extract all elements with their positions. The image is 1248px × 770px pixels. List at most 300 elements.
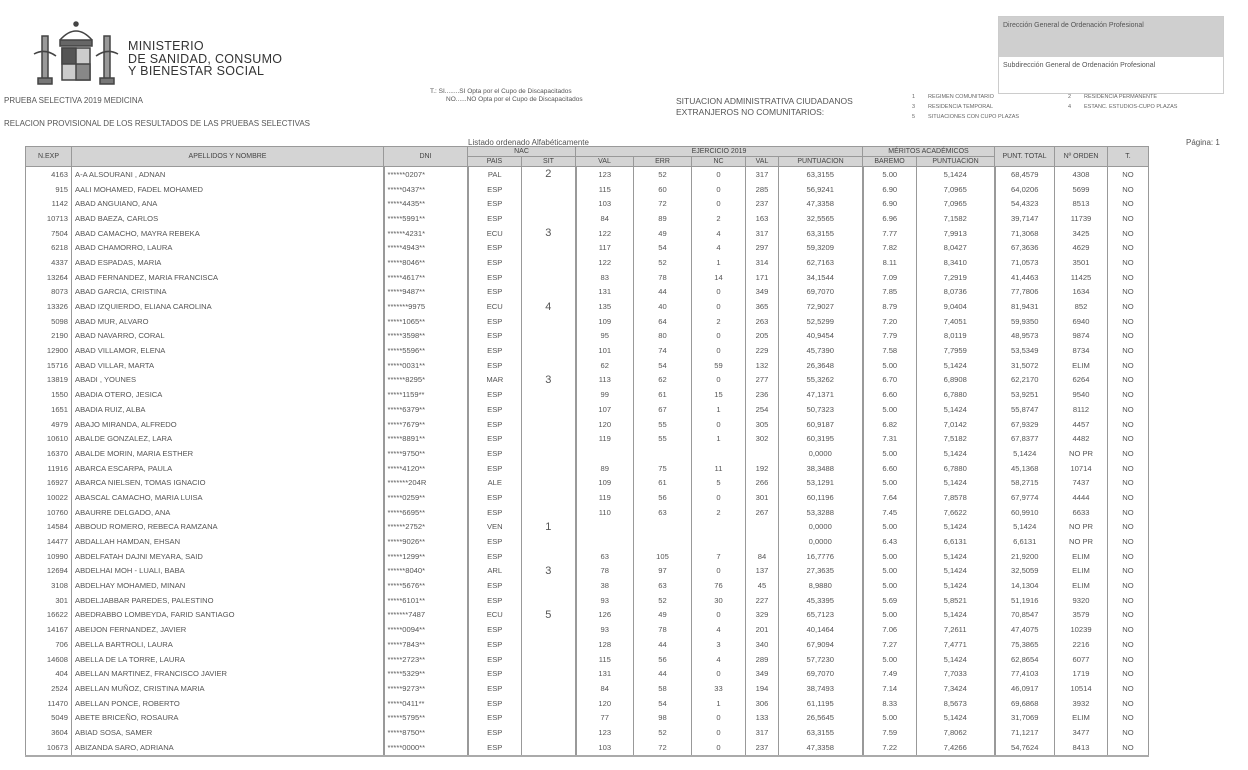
table-row [26,681,1149,696]
cell-nexp: 4979 [26,417,72,432]
cell-baremo: 7.82 [863,240,917,255]
cell-err: 49 [634,226,692,241]
cell-err: 78 [634,270,692,285]
cell-nc: 1 [692,402,746,417]
cell-puntuacion: 52,5299 [779,314,863,329]
cell-orden: 7437 [1055,475,1108,490]
cell-orden: 1719 [1055,666,1108,681]
cell-val: 77 [576,710,634,725]
cell-t: NO [1108,681,1149,696]
cell-pais: ESP [468,211,522,226]
cell-pais: ESP [468,358,522,373]
cell-val2: 317 [746,226,779,241]
cell-dni: *****0000** [384,740,468,756]
cell-punt-total: 6,6131 [995,534,1055,549]
cell-puntuacion-meritos: 6,6131 [917,534,995,549]
cell-orden: ELIM [1055,710,1108,725]
cell-punt-total: 31,5072 [995,358,1055,373]
cell-puntuacion-meritos: 7,2611 [917,622,995,637]
cell-err: 54 [634,696,692,711]
cell-t: NO [1108,373,1149,388]
table-row [26,593,1149,608]
cell-nc: 30 [692,593,746,608]
cell-val2: 266 [746,475,779,490]
cell-err: 54 [634,240,692,255]
cell-punt-total: 45,1368 [995,461,1055,476]
cell-val2: 306 [746,696,779,711]
cell-punt-total: 67,9329 [995,417,1055,432]
cell-orden: 4308 [1055,167,1108,182]
cell-err [634,446,692,461]
cell-puntuacion: 0,0000 [779,520,863,535]
direccion-general: Dirección General de Ordenación Profesional [999,17,1223,57]
cell-baremo: 6.96 [863,211,917,226]
cell-puntuacion: 72,9027 [779,299,863,314]
table-row [26,196,1149,211]
report-title: RELACION PROVISIONAL DE LOS RESULTADOS DE LAS PRUEBAS SELECTIVAS [4,119,311,128]
cell-puntuacion: 63,3155 [779,167,863,182]
cell-t: NO [1108,299,1149,314]
cell-dni: *****5596** [384,343,468,358]
cell-dni: *****6101** [384,593,468,608]
table-row [26,725,1149,740]
cell-orden: 852 [1055,299,1108,314]
cell-nc: 0 [692,725,746,740]
cell-pais: ESP [468,696,522,711]
cell-nc: 15 [692,387,746,402]
cell-nexp: 10713 [26,211,72,226]
cell-nombre: ABELLA DE LA TORRE, LAURA [72,652,384,667]
cell-nombre: ABEDRABBO LOMBEYDA, FARID SANTIAGO [72,608,384,623]
cell-sit [522,196,576,211]
cell-dni: ******8295* [384,373,468,388]
cell-sit [522,534,576,549]
cell-val2: 365 [746,299,779,314]
cell-nc: 0 [692,740,746,756]
exam-title: PRUEBA SELECTIVA 2019 MEDICINA [4,96,144,105]
cell-dni: *****0259** [384,490,468,505]
cell-sit: 3 [522,226,576,241]
cell-pais: ESP [468,593,522,608]
table-row [26,226,1149,241]
cell-punt-total: 77,7806 [995,285,1055,300]
ministry-line: MINISTERIO [128,39,204,53]
cell-puntuacion-meritos: 5,1424 [917,167,995,182]
cell-nombre: ABAD ESPADAS, MARIA [72,255,384,270]
cell-val2: 237 [746,196,779,211]
cell-baremo: 7.20 [863,314,917,329]
cell-baremo: 6.43 [863,534,917,549]
cell-dni: *****5329** [384,666,468,681]
cell-t: NO [1108,534,1149,549]
cell-val2: 227 [746,593,779,608]
cell-baremo: 7.79 [863,329,917,344]
cell-pais: ESP [468,387,522,402]
cell-err: 61 [634,475,692,490]
cell-orden: 6633 [1055,505,1108,520]
cell-baremo: 5.00 [863,564,917,579]
cell-t: NO [1108,740,1149,756]
cell-val2: 267 [746,505,779,520]
cell-dni: *****6695** [384,505,468,520]
cell-pais: ESP [468,490,522,505]
cell-orden: 6940 [1055,314,1108,329]
cell-val2 [746,520,779,535]
cell-val2: 84 [746,549,779,564]
cell-dni: *****3598** [384,329,468,344]
cell-val2: 205 [746,329,779,344]
cell-punt-total: 46,0917 [995,681,1055,696]
cell-nombre: ABAURRE DELGADO, ANA [72,505,384,520]
cell-dni: ******2752* [384,520,468,535]
cell-nexp: 10673 [26,740,72,756]
cell-t: NO [1108,520,1149,535]
cell-nc: 2 [692,314,746,329]
table-row [26,740,1149,756]
cell-pais: ESP [468,255,522,270]
table-row [26,211,1149,226]
cell-punt-total: 62,8654 [995,652,1055,667]
cell-puntuacion-meritos: 7,5182 [917,431,995,446]
cell-t: NO [1108,255,1149,270]
cell-val: 123 [576,167,634,182]
cell-nexp: 5098 [26,314,72,329]
table-row [26,446,1149,461]
cell-err: 80 [634,329,692,344]
table-row [26,490,1149,505]
cell-t: NO [1108,182,1149,197]
cell-puntuacion-meritos: 5,1424 [917,652,995,667]
cell-val: 93 [576,622,634,637]
cell-puntuacion: 69,7070 [779,285,863,300]
cell-sit [522,255,576,270]
situation-code: 5 [912,114,916,120]
cell-pais: PAL [468,167,522,182]
cell-puntuacion: 38,7493 [779,681,863,696]
cell-orden: 4629 [1055,240,1108,255]
col-val: VAL [576,157,634,167]
table-row [26,608,1149,623]
cell-nexp: 6218 [26,240,72,255]
cell-baremo: 5.00 [863,608,917,623]
cell-dni: *****2723** [384,652,468,667]
cell-pais: ESP [468,740,522,756]
cell-val2: 349 [746,666,779,681]
cell-err: 72 [634,740,692,756]
cell-err: 63 [634,505,692,520]
cell-pais: ESP [468,637,522,652]
cell-nombre: ABARCA ESCARPA, PAULA [72,461,384,476]
cell-t: NO [1108,578,1149,593]
cell-orden: 3425 [1055,226,1108,241]
cell-t: NO [1108,652,1149,667]
cell-nc: 0 [692,196,746,211]
cell-nombre: ABDELFATAH DAJNI MEYARA, SAID [72,549,384,564]
cell-baremo: 8.11 [863,255,917,270]
cell-punt-total: 71,1217 [995,725,1055,740]
cell-nc: 4 [692,652,746,667]
cell-nc: 59 [692,358,746,373]
cell-orden: NO PR [1055,534,1108,549]
col-baremo: BAREMO [863,157,917,167]
situation-label: RESIDENCIA PERMANENTE [1084,94,1158,100]
cell-punt-total: 71,3068 [995,226,1055,241]
cell-baremo: 7.77 [863,226,917,241]
cell-err: 61 [634,387,692,402]
cell-err: 55 [634,417,692,432]
cell-dni: *****5676** [384,578,468,593]
cell-puntuacion-meritos: 7,4771 [917,637,995,652]
cell-val2: 289 [746,652,779,667]
cell-sit: 1 [522,520,576,535]
cell-t: NO [1108,490,1149,505]
cell-val2: 317 [746,725,779,740]
cell-nombre: ABELLAN PONCE, ROBERTO [72,696,384,711]
cell-sit [522,329,576,344]
cell-nombre: ABASCAL CAMACHO, MARIA LUISA [72,490,384,505]
cell-sit [522,461,576,476]
cell-nombre: ABELLAN MUÑOZ, CRISTINA MARIA [72,681,384,696]
cell-dni: *****0411** [384,696,468,711]
cell-orden: 11425 [1055,270,1108,285]
cell-baremo: 6.60 [863,461,917,476]
cell-val: 122 [576,226,634,241]
cell-puntuacion-meritos: 7,9913 [917,226,995,241]
cell-orden: 6264 [1055,373,1108,388]
group-meritos: MÉRITOS ACADÉMICOS [863,147,995,157]
cell-baremo: 6.70 [863,373,917,388]
cell-t: NO [1108,725,1149,740]
cell-t: NO [1108,270,1149,285]
cell-punt-total: 53,9251 [995,387,1055,402]
cell-pais: ESP [468,549,522,564]
cell-baremo: 6.90 [863,182,917,197]
cell-sit [522,417,576,432]
cell-sit [522,505,576,520]
cell-dni: *****6379** [384,402,468,417]
cell-nc: 0 [692,329,746,344]
cell-puntuacion: 53,3288 [779,505,863,520]
cell-dni: *******7487 [384,608,468,623]
cell-nc: 1 [692,255,746,270]
cell-pais: ESP [468,446,522,461]
cell-punt-total: 5,1424 [995,446,1055,461]
cell-t: NO [1108,666,1149,681]
cell-val: 128 [576,637,634,652]
cell-nc: 2 [692,505,746,520]
cell-sit [522,666,576,681]
cell-nc: 0 [692,490,746,505]
cell-val: 103 [576,196,634,211]
cell-val2: 305 [746,417,779,432]
cell-punt-total: 48,9573 [995,329,1055,344]
cell-orden: 9874 [1055,329,1108,344]
page-number: Página: 1 [1186,138,1220,147]
cell-nexp: 4163 [26,167,72,182]
cell-dni: *****9273** [384,681,468,696]
cell-dni: *******204R [384,475,468,490]
cell-val2: 329 [746,608,779,623]
cell-dni: *****8891** [384,431,468,446]
cell-puntuacion-meritos: 8,0427 [917,240,995,255]
cell-val2: 317 [746,167,779,182]
col-nombre: APELLIDOS Y NOMBRE [72,147,384,167]
col-punt-total: PUNT. TOTAL [995,147,1055,167]
cell-orden: 4444 [1055,490,1108,505]
cell-dni: *****9750** [384,446,468,461]
cell-punt-total: 32,5059 [995,564,1055,579]
cell-val: 78 [576,564,634,579]
cell-val: 109 [576,314,634,329]
cell-nexp: 14608 [26,652,72,667]
cell-orden: 10514 [1055,681,1108,696]
cell-pais: ALE [468,475,522,490]
cell-sit [522,343,576,358]
table-row [26,520,1149,535]
cell-puntuacion: 40,1464 [779,622,863,637]
cell-sit [522,740,576,756]
cell-err: 44 [634,666,692,681]
t-legend-no: NO......NO Opta por el Cupo de Discapacitados [446,96,583,103]
cell-err: 62 [634,373,692,388]
table-row [26,329,1149,344]
cell-dni: *****5795** [384,710,468,725]
cell-pais: ESP [468,431,522,446]
cell-baremo: 8.79 [863,299,917,314]
cell-orden: 10714 [1055,461,1108,476]
cell-nombre: ABAD CAMACHO, MAYRA REBEKA [72,226,384,241]
cell-baremo: 8.33 [863,696,917,711]
coat-of-arms-logo [30,18,122,88]
cell-nombre: ABDELJABBAR PAREDES, PALESTINO [72,593,384,608]
cell-orden: 8513 [1055,196,1108,211]
cell-dni: *****4617** [384,270,468,285]
cell-orden: ELIM [1055,549,1108,564]
cell-nc: 0 [692,608,746,623]
cell-dni: ******8040* [384,564,468,579]
t-legend-si: T.: SI........SI Opta por el Cupo de Discapacitados [430,88,572,95]
cell-val: 117 [576,240,634,255]
situation-title: SITUACION ADMINISTRATIVA CIUDADANOS EXTRANJEROS NO COMUNITARIOS: [676,96,853,117]
cell-nexp: 13264 [26,270,72,285]
cell-val: 62 [576,358,634,373]
situation-label: ESTANC. ESTUDIOS-CUPO PLAZAS [1084,104,1178,110]
cell-t: NO [1108,211,1149,226]
cell-pais: ESP [468,196,522,211]
cell-nexp: 2524 [26,681,72,696]
cell-val2: 263 [746,314,779,329]
cell-dni: *****8046** [384,255,468,270]
cell-t: NO [1108,387,1149,402]
cell-t: NO [1108,240,1149,255]
cell-val: 131 [576,285,634,300]
cell-err: 40 [634,299,692,314]
cell-nombre: ABEIJON FERNANDEZ, JAVIER [72,622,384,637]
cell-pais: ESP [468,270,522,285]
cell-sit [522,387,576,402]
cell-baremo: 7.31 [863,431,917,446]
table-row [26,240,1149,255]
cell-baremo: 5.69 [863,593,917,608]
cell-dni: *******9975 [384,299,468,314]
cell-puntuacion-meritos: 7,0965 [917,196,995,211]
cell-puntuacion: 34,1544 [779,270,863,285]
cell-baremo: 7.85 [863,285,917,300]
cell-err: 74 [634,343,692,358]
table-row [26,534,1149,549]
cell-val: 109 [576,475,634,490]
cell-val: 89 [576,461,634,476]
cell-dni: ******0207* [384,167,468,182]
cell-nc: 4 [692,226,746,241]
cell-orden: NO PR [1055,520,1108,535]
cell-val: 99 [576,387,634,402]
cell-dni: *****8750** [384,725,468,740]
cell-orden: 4482 [1055,431,1108,446]
cell-baremo: 7.64 [863,490,917,505]
cell-nc: 0 [692,564,746,579]
cell-nombre: ABARCA NIELSEN, TOMAS IGNACIO [72,475,384,490]
cell-punt-total: 31,7069 [995,710,1055,725]
cell-puntuacion: 53,1291 [779,475,863,490]
situation-code: 3 [912,104,916,110]
cell-t: NO [1108,461,1149,476]
cell-nombre: ABAD VILLAMOR, ELENA [72,343,384,358]
cell-baremo: 5.00 [863,578,917,593]
cell-val: 120 [576,417,634,432]
cell-nombre: ABETE BRICEÑO, ROSAURA [72,710,384,725]
cell-nexp: 14167 [26,622,72,637]
cell-punt-total: 54,4323 [995,196,1055,211]
cell-err: 55 [634,431,692,446]
cell-nexp: 12694 [26,564,72,579]
cell-nexp: 4337 [26,255,72,270]
cell-nexp: 10610 [26,431,72,446]
department-box [998,16,1224,94]
cell-baremo: 7.49 [863,666,917,681]
cell-puntuacion-meritos: 7,8578 [917,490,995,505]
cell-pais: ESP [468,402,522,417]
cell-sit [522,622,576,637]
cell-sit [522,475,576,490]
situation-code: 2 [1068,94,1072,100]
cell-nexp: 11470 [26,696,72,711]
cell-nexp: 14584 [26,520,72,535]
cell-val2: 236 [746,387,779,402]
cell-baremo: 7.22 [863,740,917,756]
cell-puntuacion: 47,1371 [779,387,863,402]
cell-nombre: A-A ALSOURANI , ADNAN [72,167,384,182]
cell-baremo: 5.00 [863,402,917,417]
cell-dni: *****7679** [384,417,468,432]
cell-nombre: ABAD MUR, ALVARO [72,314,384,329]
cell-val2: 133 [746,710,779,725]
cell-baremo: 7.14 [863,681,917,696]
cell-sit [522,490,576,505]
cell-err: 44 [634,637,692,652]
situation-code: 1 [912,94,916,100]
subdireccion-general: Subdirección General de Ordenación Profesional [999,57,1223,93]
cell-dni: *****0094** [384,622,468,637]
cell-nexp: 15716 [26,358,72,373]
cell-orden: 8734 [1055,343,1108,358]
cell-val2: 171 [746,270,779,285]
cell-nombre: ABDELHAY MOHAMED, MINAN [72,578,384,593]
cell-pais: VEN [468,520,522,535]
cell-dni: *****9487** [384,285,468,300]
table-row [26,710,1149,725]
cell-err [634,534,692,549]
